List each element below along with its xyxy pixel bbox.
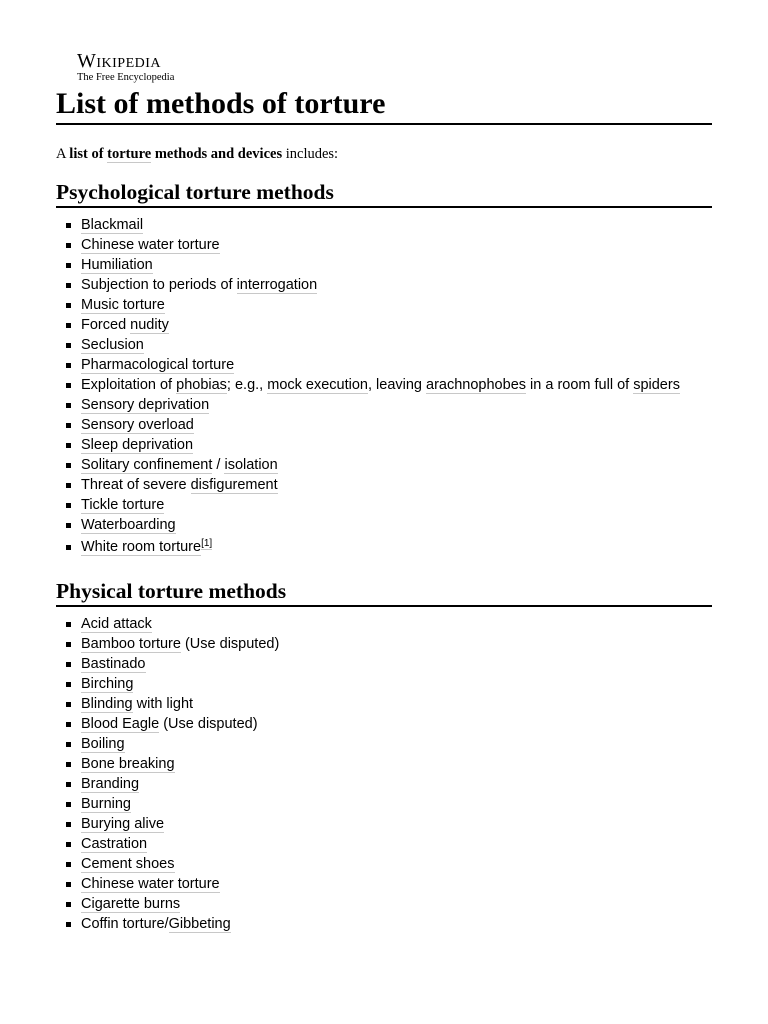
- item-text: /: [212, 457, 225, 473]
- item-link[interactable]: Tickle torture: [81, 497, 165, 513]
- list-item: [56, 397, 712, 414]
- item-link[interactable]: Bone breaking: [81, 756, 175, 772]
- item-text: with light: [132, 696, 194, 712]
- citation-ref[interactable]: [1]: [201, 538, 213, 550]
- list-item: [56, 836, 712, 853]
- item-text: Coffin torture/: [81, 916, 169, 932]
- list-item: [56, 539, 712, 556]
- list-item: [56, 796, 712, 813]
- intro-text-end: includes:: [282, 146, 339, 162]
- item-text: (Use disputed): [159, 716, 258, 732]
- item-link[interactable]: mock execution: [267, 377, 368, 393]
- item-link[interactable]: isolation: [224, 457, 278, 473]
- item-link[interactable]: disfigurement: [190, 477, 278, 493]
- item-link[interactable]: Solitary confinement: [81, 457, 213, 473]
- logo-wordmark: Wikipedia: [77, 50, 162, 72]
- item-link[interactable]: Sleep deprivation: [81, 437, 194, 453]
- list-item: [56, 297, 712, 314]
- list-item: [56, 656, 712, 673]
- list-item: [56, 876, 712, 893]
- list-item: [56, 856, 712, 873]
- list-item: [56, 517, 712, 534]
- item-text: Threat of severe: [81, 477, 191, 493]
- list-item: [56, 896, 712, 913]
- list-item: [56, 277, 712, 294]
- item-link[interactable]: Blood Eagle: [81, 716, 160, 732]
- item-link[interactable]: Cigarette burns: [81, 896, 181, 912]
- item-link[interactable]: Gibbeting: [168, 916, 231, 932]
- list-item: [56, 437, 712, 454]
- logo-tagline: The Free Encyclopedia: [77, 72, 175, 83]
- item-link[interactable]: Blinding: [81, 696, 133, 712]
- item-link[interactable]: Burying alive: [81, 816, 165, 832]
- list-item: [56, 497, 712, 514]
- item-text: , leaving: [367, 377, 427, 393]
- list-item: [56, 676, 712, 693]
- item-text: Forced: [81, 317, 131, 333]
- list-item: [56, 616, 712, 633]
- list-item: [56, 377, 712, 394]
- intro-text: A: [56, 146, 70, 162]
- list-item: [56, 736, 712, 753]
- list-item: [56, 816, 712, 833]
- list-item: [56, 237, 712, 254]
- physical-list: [56, 616, 712, 933]
- section-heading-physical: Physical torture methods: [56, 578, 712, 607]
- section-heading-psychological: Psychological torture methods: [56, 179, 712, 208]
- wikipedia-logo[interactable]: [77, 50, 712, 86]
- item-link[interactable]: Chinese water torture: [81, 237, 220, 253]
- list-item: [56, 636, 712, 653]
- item-link[interactable]: Branding: [81, 776, 140, 792]
- item-link[interactable]: Burning: [81, 796, 131, 812]
- item-link[interactable]: Seclusion: [81, 337, 144, 353]
- item-text: ; e.g.,: [226, 377, 268, 393]
- item-link[interactable]: phobias: [176, 377, 227, 393]
- item-link[interactable]: interrogation: [236, 277, 318, 293]
- list-item: [56, 257, 712, 274]
- list-item: [56, 317, 712, 334]
- list-item: [56, 756, 712, 773]
- item-link[interactable]: Sensory overload: [81, 417, 194, 433]
- list-item: [56, 916, 712, 933]
- item-link[interactable]: Blackmail: [81, 217, 144, 233]
- item-text: (Use disputed): [180, 636, 280, 652]
- item-link[interactable]: Cement shoes: [81, 856, 175, 872]
- item-link[interactable]: arachnophobes: [426, 377, 527, 393]
- article-page: [56, 50, 712, 936]
- list-item: [56, 217, 712, 234]
- item-link[interactable]: Castration: [81, 836, 148, 852]
- item-link[interactable]: spiders: [633, 377, 680, 393]
- intro-bold: list of torture methods and devices: [69, 146, 283, 162]
- item-link[interactable]: Sensory deprivation: [81, 397, 210, 413]
- item-link[interactable]: Bastinado: [81, 656, 146, 672]
- torture-link[interactable]: torture: [107, 146, 152, 162]
- item-link[interactable]: nudity: [130, 317, 169, 333]
- list-item: [56, 357, 712, 374]
- list-item: [56, 776, 712, 793]
- list-item: [56, 477, 712, 494]
- item-link[interactable]: Waterboarding: [81, 517, 176, 533]
- item-link[interactable]: Birching: [81, 676, 134, 692]
- item-link[interactable]: Pharmacological torture: [81, 357, 235, 373]
- page-title: List of methods of torture: [56, 87, 712, 125]
- item-text: Subjection to periods of: [81, 277, 237, 293]
- list-item: [56, 696, 712, 713]
- list-item: [56, 417, 712, 434]
- item-link[interactable]: Bamboo torture: [81, 636, 181, 652]
- intro-paragraph: [56, 145, 712, 163]
- item-link[interactable]: Boiling: [81, 736, 125, 752]
- list-item: [56, 716, 712, 733]
- item-link[interactable]: Music torture: [81, 297, 165, 313]
- psychological-list: [56, 217, 712, 556]
- item-text: in a room full of: [526, 377, 634, 393]
- item-link[interactable]: Humiliation: [81, 257, 153, 273]
- list-item: [56, 457, 712, 474]
- item-link[interactable]: White room torture: [81, 539, 202, 555]
- list-item: [56, 337, 712, 354]
- item-text: Exploitation of: [81, 377, 177, 393]
- item-link[interactable]: Acid attack: [81, 616, 152, 632]
- item-link[interactable]: Chinese water torture: [81, 876, 220, 892]
